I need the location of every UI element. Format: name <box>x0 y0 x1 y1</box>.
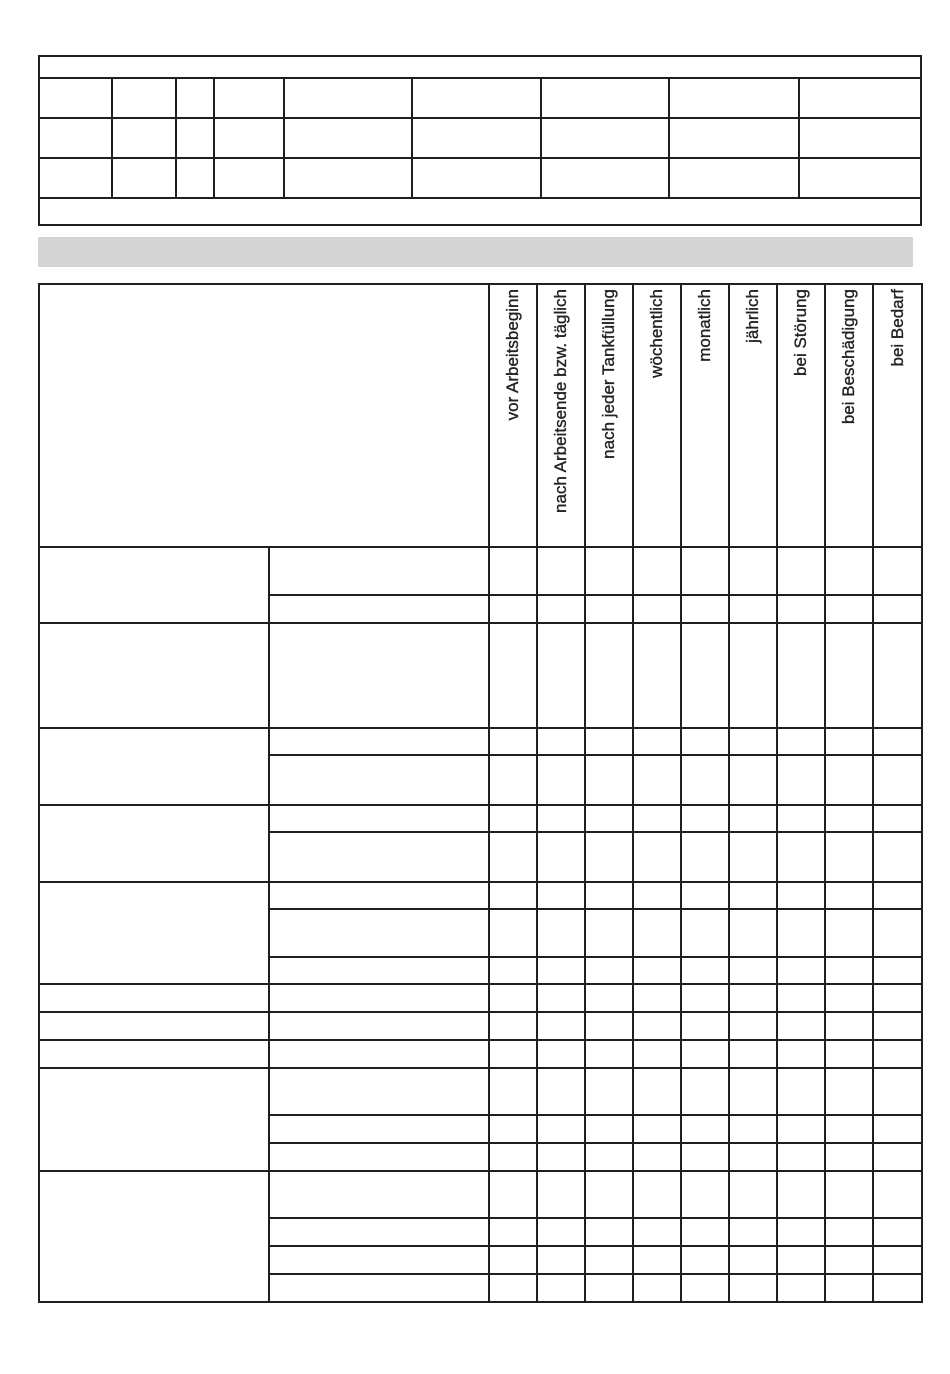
info-cell <box>669 158 799 198</box>
task-cell <box>269 1143 489 1171</box>
interval-check-cell <box>489 882 537 909</box>
interval-check-cell <box>633 547 681 595</box>
interval-check-cell <box>537 1171 585 1218</box>
interval-check-cell <box>777 957 825 984</box>
interval-check-cell <box>825 909 873 957</box>
interval-check-cell <box>489 1218 537 1246</box>
info-cell <box>669 118 799 158</box>
info-cell <box>39 78 112 118</box>
interval-header <box>633 284 681 547</box>
interval-header <box>825 284 873 547</box>
interval-check-cell <box>825 547 873 595</box>
interval-header <box>585 284 633 547</box>
interval-check-cell <box>729 547 777 595</box>
info-cell <box>541 158 669 198</box>
component-cell <box>39 882 269 984</box>
interval-check-cell <box>489 1040 537 1068</box>
task-cell <box>269 1040 489 1068</box>
section-title-bar <box>38 237 913 267</box>
interval-check-cell <box>873 984 922 1012</box>
interval-check-cell <box>585 728 633 755</box>
interval-check-cell <box>681 1068 729 1115</box>
task-cell <box>269 909 489 957</box>
interval-check-cell <box>681 882 729 909</box>
interval-check-cell <box>489 547 537 595</box>
interval-check-cell <box>489 984 537 1012</box>
task-cell <box>269 755 489 805</box>
task-cell <box>269 623 489 728</box>
interval-check-cell <box>537 805 585 832</box>
interval-check-cell <box>633 957 681 984</box>
interval-check-cell <box>777 1274 825 1302</box>
interval-check-cell <box>585 1068 633 1115</box>
interval-check-cell <box>777 1012 825 1040</box>
interval-check-cell <box>681 728 729 755</box>
info-cell <box>284 158 412 198</box>
interval-check-cell <box>633 1246 681 1274</box>
interval-check-cell <box>777 909 825 957</box>
interval-check-cell <box>489 595 537 623</box>
interval-check-cell <box>633 1171 681 1218</box>
info-cell <box>112 118 176 158</box>
info-cell <box>176 78 214 118</box>
interval-check-cell <box>633 755 681 805</box>
interval-check-cell <box>825 755 873 805</box>
interval-check-cell <box>729 984 777 1012</box>
info-row <box>39 118 921 158</box>
interval-check-cell <box>873 832 922 882</box>
task-cell <box>269 832 489 882</box>
interval-check-cell <box>729 1274 777 1302</box>
info-header-row <box>39 56 921 78</box>
component-cell <box>39 1012 269 1040</box>
interval-check-cell <box>729 1171 777 1218</box>
interval-check-cell <box>537 623 585 728</box>
interval-check-cell <box>537 1115 585 1143</box>
interval-check-cell <box>681 1040 729 1068</box>
interval-check-cell <box>777 755 825 805</box>
task-cell <box>269 1012 489 1040</box>
interval-check-cell <box>633 909 681 957</box>
info-row <box>39 78 921 118</box>
interval-check-cell <box>633 728 681 755</box>
info-cell <box>669 78 799 118</box>
task-cell <box>269 547 489 595</box>
task-cell <box>269 1274 489 1302</box>
interval-header-row <box>39 284 922 547</box>
interval-label: bei Bedarf <box>887 289 907 367</box>
interval-check-cell <box>537 1012 585 1040</box>
interval-check-cell <box>873 882 922 909</box>
interval-check-cell <box>729 882 777 909</box>
interval-check-cell <box>825 1040 873 1068</box>
interval-check-cell <box>537 595 585 623</box>
interval-check-cell <box>681 1143 729 1171</box>
task-cell <box>269 728 489 755</box>
interval-check-cell <box>825 984 873 1012</box>
interval-check-cell <box>729 832 777 882</box>
interval-check-cell <box>825 832 873 882</box>
interval-check-cell <box>777 1068 825 1115</box>
interval-check-cell <box>729 595 777 623</box>
info-table <box>38 55 922 226</box>
interval-check-cell <box>873 728 922 755</box>
interval-check-cell <box>537 547 585 595</box>
interval-check-cell <box>537 1246 585 1274</box>
interval-check-cell <box>777 1115 825 1143</box>
interval-check-cell <box>585 909 633 957</box>
maintenance-row <box>39 1068 922 1115</box>
header-blank-cell <box>39 284 489 547</box>
info-cell <box>284 118 412 158</box>
info-cell <box>412 78 541 118</box>
interval-check-cell <box>825 882 873 909</box>
interval-check-cell <box>489 728 537 755</box>
maintenance-row <box>39 623 922 728</box>
interval-check-cell <box>873 909 922 957</box>
interval-check-cell <box>873 1068 922 1115</box>
interval-check-cell <box>681 832 729 882</box>
interval-check-cell <box>873 805 922 832</box>
info-cell <box>799 118 921 158</box>
component-cell <box>39 984 269 1012</box>
interval-check-cell <box>873 1115 922 1143</box>
interval-check-cell <box>825 1068 873 1115</box>
interval-check-cell <box>489 832 537 882</box>
interval-check-cell <box>489 623 537 728</box>
interval-check-cell <box>729 755 777 805</box>
interval-check-cell <box>585 623 633 728</box>
interval-check-cell <box>873 755 922 805</box>
interval-check-cell <box>729 805 777 832</box>
interval-check-cell <box>825 1218 873 1246</box>
interval-check-cell <box>633 882 681 909</box>
interval-check-cell <box>633 1115 681 1143</box>
maintenance-row <box>39 1040 922 1068</box>
interval-check-cell <box>489 755 537 805</box>
interval-check-cell <box>585 755 633 805</box>
interval-check-cell <box>681 1012 729 1040</box>
interval-check-cell <box>681 805 729 832</box>
info-cell <box>39 118 112 158</box>
interval-check-cell <box>585 547 633 595</box>
interval-check-cell <box>777 1040 825 1068</box>
task-cell <box>269 1218 489 1246</box>
info-cell <box>412 118 541 158</box>
interval-check-cell <box>729 1040 777 1068</box>
interval-check-cell <box>873 547 922 595</box>
interval-check-cell <box>777 728 825 755</box>
interval-check-cell <box>489 957 537 984</box>
interval-label: nach jeder Tankfüllung <box>599 289 618 459</box>
info-cell <box>214 158 284 198</box>
info-cell <box>214 118 284 158</box>
info-cell <box>541 78 669 118</box>
interval-label: nach Arbeitsende bzw. täglich <box>551 289 570 513</box>
interval-check-cell <box>777 1143 825 1171</box>
interval-check-cell <box>873 623 922 728</box>
interval-check-cell <box>489 1068 537 1115</box>
task-cell <box>269 957 489 984</box>
interval-check-cell <box>585 1171 633 1218</box>
interval-check-cell <box>537 957 585 984</box>
interval-check-cell <box>825 623 873 728</box>
task-cell <box>269 595 489 623</box>
interval-header <box>537 284 585 547</box>
maintenance-row <box>39 882 922 909</box>
interval-check-cell <box>681 623 729 728</box>
interval-check-cell <box>633 595 681 623</box>
info-cell <box>799 78 921 118</box>
interval-check-cell <box>681 1246 729 1274</box>
component-cell <box>39 1068 269 1171</box>
interval-check-cell <box>825 1115 873 1143</box>
interval-check-cell <box>537 832 585 882</box>
maintenance-row <box>39 728 922 755</box>
interval-label: jährlich <box>743 289 762 343</box>
interval-check-cell <box>729 1246 777 1274</box>
interval-check-cell <box>681 1171 729 1218</box>
interval-check-cell <box>777 1246 825 1274</box>
interval-check-cell <box>633 1068 681 1115</box>
interval-check-cell <box>633 1012 681 1040</box>
interval-check-cell <box>585 1012 633 1040</box>
interval-check-cell <box>681 1218 729 1246</box>
interval-check-cell <box>489 1012 537 1040</box>
component-cell <box>39 805 269 882</box>
maintenance-row <box>39 984 922 1012</box>
interval-check-cell <box>633 1143 681 1171</box>
interval-header <box>777 284 825 547</box>
interval-label: wöchentlich <box>647 289 666 378</box>
interval-check-cell <box>777 882 825 909</box>
interval-check-cell <box>777 623 825 728</box>
maintenance-row <box>39 1012 922 1040</box>
interval-check-cell <box>489 1171 537 1218</box>
maintenance-row <box>39 547 922 595</box>
interval-check-cell <box>537 1218 585 1246</box>
info-cell <box>541 118 669 158</box>
info-cell <box>214 78 284 118</box>
interval-check-cell <box>585 805 633 832</box>
interval-check-cell <box>585 1040 633 1068</box>
interval-check-cell <box>633 805 681 832</box>
maintenance-row <box>39 1171 922 1218</box>
maintenance-row <box>39 805 922 832</box>
interval-header <box>873 284 922 547</box>
interval-check-cell <box>777 1171 825 1218</box>
interval-check-cell <box>777 805 825 832</box>
info-cell <box>799 158 921 198</box>
interval-label: bei Störung <box>791 289 810 376</box>
component-cell <box>39 1171 269 1302</box>
interval-check-cell <box>681 1115 729 1143</box>
component-cell <box>39 728 269 805</box>
interval-check-cell <box>489 1246 537 1274</box>
maintenance-rows <box>39 547 922 1302</box>
info-row <box>39 158 921 198</box>
interval-check-cell <box>873 1143 922 1171</box>
interval-check-cell <box>585 1218 633 1246</box>
info-cell <box>412 158 541 198</box>
interval-check-cell <box>489 1143 537 1171</box>
interval-check-cell <box>681 547 729 595</box>
interval-check-cell <box>633 984 681 1012</box>
interval-check-cell <box>777 984 825 1012</box>
task-cell <box>269 984 489 1012</box>
task-cell <box>269 1115 489 1143</box>
component-cell <box>39 1040 269 1068</box>
info-cell <box>176 118 214 158</box>
interval-header <box>489 284 537 547</box>
interval-check-cell <box>489 805 537 832</box>
interval-check-cell <box>537 1040 585 1068</box>
interval-check-cell <box>633 1274 681 1302</box>
interval-check-cell <box>489 1115 537 1143</box>
interval-check-cell <box>537 909 585 957</box>
interval-label: monatlich <box>695 289 714 362</box>
interval-check-cell <box>537 984 585 1012</box>
interval-check-cell <box>585 1143 633 1171</box>
info-cell <box>284 78 412 118</box>
interval-check-cell <box>633 1040 681 1068</box>
interval-check-cell <box>825 728 873 755</box>
interval-check-cell <box>585 1246 633 1274</box>
interval-check-cell <box>777 547 825 595</box>
interval-check-cell <box>729 728 777 755</box>
interval-check-cell <box>825 1171 873 1218</box>
interval-label: bei Beschädigung <box>839 289 858 425</box>
interval-check-cell <box>537 728 585 755</box>
info-footer-row <box>39 198 921 225</box>
interval-check-cell <box>537 882 585 909</box>
interval-check-cell <box>873 1040 922 1068</box>
interval-check-cell <box>633 832 681 882</box>
interval-check-cell <box>873 957 922 984</box>
task-cell <box>269 882 489 909</box>
interval-check-cell <box>681 984 729 1012</box>
info-cell <box>112 78 176 118</box>
interval-check-cell <box>777 595 825 623</box>
task-cell <box>269 1171 489 1218</box>
interval-check-cell <box>585 832 633 882</box>
interval-check-cell <box>873 1012 922 1040</box>
component-cell <box>39 547 269 623</box>
interval-check-cell <box>873 1274 922 1302</box>
interval-check-cell <box>681 957 729 984</box>
interval-check-cell <box>825 957 873 984</box>
interval-check-cell <box>729 1143 777 1171</box>
interval-check-cell <box>729 623 777 728</box>
interval-check-cell <box>777 832 825 882</box>
interval-check-cell <box>777 1218 825 1246</box>
interval-check-cell <box>825 1143 873 1171</box>
interval-check-cell <box>489 909 537 957</box>
interval-check-cell <box>729 1068 777 1115</box>
interval-check-cell <box>825 1012 873 1040</box>
interval-label: vor Arbeitsbeginn <box>503 289 522 421</box>
interval-check-cell <box>633 1218 681 1246</box>
interval-check-cell <box>585 984 633 1012</box>
interval-check-cell <box>489 1274 537 1302</box>
interval-check-cell <box>633 623 681 728</box>
interval-check-cell <box>537 1143 585 1171</box>
maintenance-schedule-table <box>38 283 923 1303</box>
interval-check-cell <box>825 805 873 832</box>
task-cell <box>269 1068 489 1115</box>
interval-check-cell <box>681 909 729 957</box>
interval-check-cell <box>585 957 633 984</box>
interval-check-cell <box>585 1115 633 1143</box>
interval-check-cell <box>729 1012 777 1040</box>
info-cell <box>112 158 176 198</box>
interval-check-cell <box>537 1068 585 1115</box>
interval-check-cell <box>873 1171 922 1218</box>
interval-check-cell <box>585 1274 633 1302</box>
task-cell <box>269 805 489 832</box>
interval-check-cell <box>825 595 873 623</box>
interval-check-cell <box>873 1218 922 1246</box>
task-cell <box>269 1246 489 1274</box>
interval-check-cell <box>729 909 777 957</box>
interval-check-cell <box>681 595 729 623</box>
interval-check-cell <box>873 595 922 623</box>
interval-check-cell <box>825 1246 873 1274</box>
interval-check-cell <box>681 1274 729 1302</box>
interval-check-cell <box>585 882 633 909</box>
interval-check-cell <box>729 1115 777 1143</box>
interval-check-cell <box>825 1274 873 1302</box>
interval-header <box>681 284 729 547</box>
info-cell <box>176 158 214 198</box>
interval-check-cell <box>681 755 729 805</box>
interval-check-cell <box>729 1218 777 1246</box>
interval-check-cell <box>537 755 585 805</box>
interval-check-cell <box>729 957 777 984</box>
interval-check-cell <box>537 1274 585 1302</box>
interval-header <box>729 284 777 547</box>
interval-check-cell <box>585 595 633 623</box>
info-cell <box>39 158 112 198</box>
component-cell <box>39 623 269 728</box>
interval-check-cell <box>873 1246 922 1274</box>
